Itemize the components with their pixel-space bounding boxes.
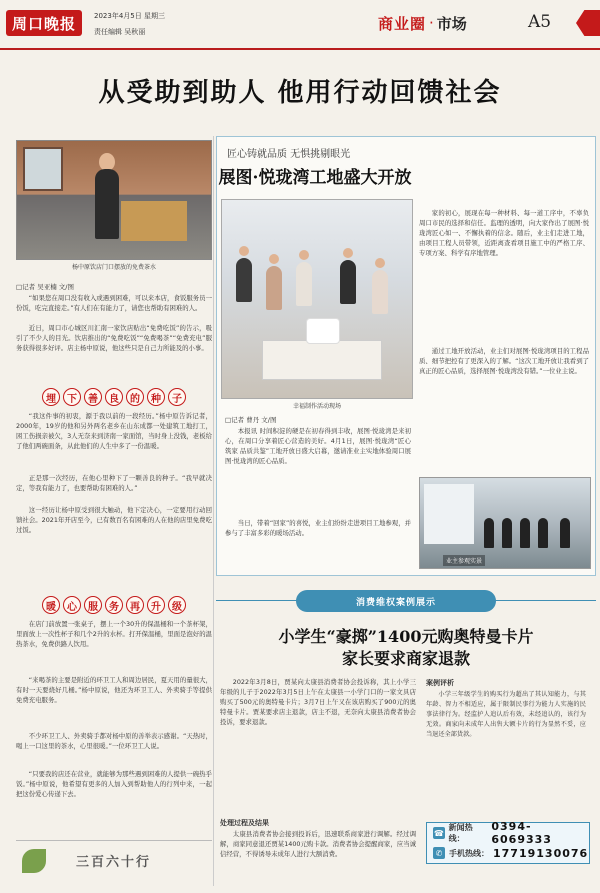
tea-stand-photo bbox=[16, 140, 212, 260]
logo-text: 周口晚报 bbox=[11, 14, 76, 33]
photo-person bbox=[372, 270, 388, 314]
photo-caption: 杨中原饮店门口摆放的免费茶水 bbox=[71, 264, 156, 271]
paragraph: 正是那一次经历，在他心里种下了一颗善良的种子。“我早就决定，等我有能力了，也要帮助有困难的人。” bbox=[16, 474, 212, 492]
photo-person bbox=[502, 518, 512, 548]
banner-text: 消费维权案例展示 bbox=[355, 597, 436, 608]
section-name: 市场 bbox=[436, 14, 467, 33]
article-body: 2022年3月8日，贾某向太康县消费者协会投诉称，其上小学三年级的儿子于2022年3月5日上午在太康县一小学门口的一家文具店购买了500元的奥特曼卡片；3月7日上午又在该店购买了900元的奥特曼卡片。贾某要求店主退款，店主不退，无奈向太康县消费者协会投诉，要求退款。 bbox=[220, 678, 416, 726]
article-title: 小学生“豪掷”1400元购奥特曼卡片 bbox=[278, 627, 534, 646]
case-analysis-body: 小学三年级学生的购买行为超出了其认知能力，与其年龄、智力不相适应，属于限制民事行为能力人实施的民事法律行为。经监护人追认后有效，未经追认的，该行为无效。商家向未成年人出售大额卡片的行为显然不妥，应当退还全部货款。 bbox=[426, 691, 586, 738]
red-flag-icon bbox=[576, 10, 600, 36]
byline: □记者 曹丹 文/图 bbox=[225, 416, 277, 424]
subheading-char: 级 bbox=[168, 596, 186, 614]
subheading-char: 种 bbox=[147, 388, 165, 406]
editor-line: 责任编辑 吴秋丽 bbox=[94, 28, 146, 36]
subheading-char: 再 bbox=[126, 596, 144, 614]
photo-person-head bbox=[375, 258, 385, 268]
paragraph: 近日，周口市心城区川汇南一家饮店贴出“免费吃饭”的告示，吸引了不少人的目光。饮店推出的“免费吃饭”“免费喝茶”“免费充电”服务获得很多好评。店主杨中原说，他这些只是自己力所能及的小事。 bbox=[16, 324, 212, 352]
photo-caption: 幸福制作活动现场 bbox=[292, 403, 341, 410]
subheading-seeds bbox=[36, 388, 192, 406]
photo-caption: 业主参观实景 bbox=[443, 555, 485, 566]
phone-icon: ☎ bbox=[433, 828, 444, 838]
subheading-char: 暖 bbox=[42, 596, 60, 614]
paragraph: “来喝茶的主要是附近的环卫工人和周边居民，夏天用的量很大，有时一天要烧好几桶。”杨中原说，他还为环卫工人、外卖骑手等提供免费充电服务。 bbox=[16, 676, 212, 704]
photo-person bbox=[484, 518, 494, 548]
subheading-char: 的 bbox=[126, 388, 144, 406]
subheading-char: 埋 bbox=[42, 388, 60, 406]
subheading-char: 子 bbox=[168, 388, 186, 406]
subheading-char: 升 bbox=[147, 596, 165, 614]
article-body: 当日，带着“回家”的喜悦，业主们纷纷走进项目工地参观，并参与了丰富多彩的暖场活动。 bbox=[225, 519, 411, 537]
paragraph: 这一经历让杨中原受到很大触动，他下定决心，一定要用行动回馈社会。2021年开店至今，已有数百名有困难的人在他的店里免费吃过饭。 bbox=[16, 506, 212, 534]
photo-person bbox=[95, 169, 119, 239]
subheading-char: 服 bbox=[84, 596, 102, 614]
photo-building bbox=[424, 484, 474, 544]
article-body: 通过工地开放活动，业主们对展图·悦珑湾项目的工程品质、细节把控有了更深入的了解。“这次工地开放让我看到了真正的匠心品质，选择展图·悦珑湾没有错。”一位业主说。 bbox=[419, 347, 589, 375]
event-photo bbox=[221, 199, 413, 399]
photo-person bbox=[236, 258, 252, 302]
photo-person-head bbox=[343, 248, 353, 258]
photo-table bbox=[262, 340, 382, 380]
section-banner bbox=[296, 590, 496, 612]
issue-date: 2023年4月5日 星期三 bbox=[94, 12, 165, 20]
subheading-char: 心 bbox=[63, 596, 81, 614]
paragraph: “我这件事的初衷，源于我以前的一段经历。”杨中原告诉记者，2000年，19岁的他和另外两名老乡在山东成都一处建筑工地打工，困工伤损亲被欠，3人无奈来到济南一家面馆，当时身上没钱，老板给了他们两碗面条，从此他们的人生中多了一份温暖。 bbox=[16, 412, 212, 450]
photo-cake bbox=[306, 318, 340, 344]
column-divider bbox=[213, 136, 214, 886]
article-body: 家的初心，展现在每一种材料、每一道工序中，不辜负周口市民的选择和信任。监理的透明，向大家作出了展图·悦珑湾匠心如一、不懈执着的信念。随后，业主们走进工地，由项目工程人员带领，近距离查看项目施工中的严格工序、专项方案、科学有序地管理。 bbox=[419, 209, 589, 257]
section-dot-icon: · bbox=[429, 14, 434, 32]
photo-person bbox=[560, 518, 570, 548]
article-title: 展图·悦珑湾工地盛大开放 bbox=[218, 168, 412, 188]
subheading-char: 善 bbox=[84, 388, 102, 406]
subheading-service bbox=[36, 596, 192, 614]
photo-person bbox=[340, 260, 356, 304]
contact-box bbox=[426, 822, 590, 864]
article-kicker: 匠心铸就品质 无惧挑剔眼光 bbox=[227, 149, 351, 160]
paragraph: “如果您在周口没有收入或遇到困难，可以来本店，食饭服务员一份饭，吃完直接走。”有人们在有能力了，请您也帮助有困难的人。 bbox=[16, 294, 212, 312]
section-pattern: 商业圈 bbox=[378, 14, 427, 33]
paragraph: 在店门前放置一张桌子，摆上一个30升的保温桶和一个茶杯架，里面放上一次性杯子和几个2升的水杯。打开保温桶，里面是泡好的温热茶水，免费供路人饮用。 bbox=[16, 620, 212, 648]
news-hotline-number: 0394-6069333 bbox=[491, 820, 552, 846]
paragraph: “只要我的店还在营业，就能够为那些遇到困难的人提供一碗热乎饭。”杨中原说，他希望有更多的人加入到帮助他人的行列中来，一起把这份爱心传递下去。 bbox=[16, 770, 212, 798]
photo-tea-stand bbox=[121, 201, 187, 241]
subheading-char: 下 bbox=[63, 388, 81, 406]
mobile-icon: ✆ bbox=[433, 847, 445, 859]
result-body: 太康县消费者协会接到投诉后，迅速联系商家进行调解。经过调解，商家同意退还贾某1400元购卡款。消费者协会提醒商家，应当诚信经营，不得诱导未成年人进行大额消费。 bbox=[220, 830, 416, 858]
left-column bbox=[16, 140, 212, 885]
mobile-hotline-number: 17719130076 bbox=[493, 846, 589, 860]
main-headline: 从受助到助人 他用行动回馈社会 bbox=[98, 78, 502, 108]
article-subtitle: 家长要求商家退款 bbox=[341, 649, 470, 668]
photo-person bbox=[266, 266, 282, 310]
mobile-hotline-label: 手机热线： bbox=[449, 848, 489, 858]
photo-person bbox=[538, 518, 548, 548]
photo-window bbox=[23, 147, 63, 191]
photo-person bbox=[296, 262, 312, 306]
consumer-rights-article bbox=[216, 590, 596, 888]
article-body: 本报讯 时间积淀的硬是在初春得到丰收，展图·悦珑湾是来初心，在周口分享着匠心营造的美好。4月1日，展图·悦珑湾“匠心筑家 品质共鉴”工地开放日盛大启幕，邀请准业主实地体验周口展图·悦珑湾的匠心品质。 bbox=[225, 427, 411, 465]
subheading-char: 良 bbox=[105, 388, 123, 406]
photo-person bbox=[520, 518, 530, 548]
newspaper-logo bbox=[6, 10, 82, 36]
mobile-hotline-row bbox=[427, 843, 589, 863]
column-footer-title: 三百六十行 bbox=[76, 855, 152, 870]
leaf-icon bbox=[22, 849, 46, 873]
photo-person-head bbox=[269, 254, 279, 264]
photo-person-head bbox=[299, 250, 309, 260]
news-hotline-row bbox=[427, 820, 589, 846]
subheading-char: 务 bbox=[105, 596, 123, 614]
news-hotline-label: 新闻热线： bbox=[448, 823, 473, 843]
byline: □记者 吴亚楠 文/图 bbox=[16, 283, 74, 291]
photo-person-head bbox=[239, 246, 249, 256]
paragraph: 不少环卫工人、外卖骑手都对杨中原的善举表示感谢。“天热时，喝上一口这里的茶水，心里很暖。”一位环卫工人说。 bbox=[16, 732, 212, 750]
real-estate-article bbox=[216, 136, 596, 576]
page-number: A5 bbox=[528, 12, 552, 32]
column-footer bbox=[16, 840, 212, 880]
section-title bbox=[378, 10, 550, 36]
result-title: 处理过程及结果 bbox=[220, 819, 269, 827]
masthead bbox=[0, 0, 600, 50]
case-analysis-title: 案例评析 bbox=[426, 679, 454, 687]
